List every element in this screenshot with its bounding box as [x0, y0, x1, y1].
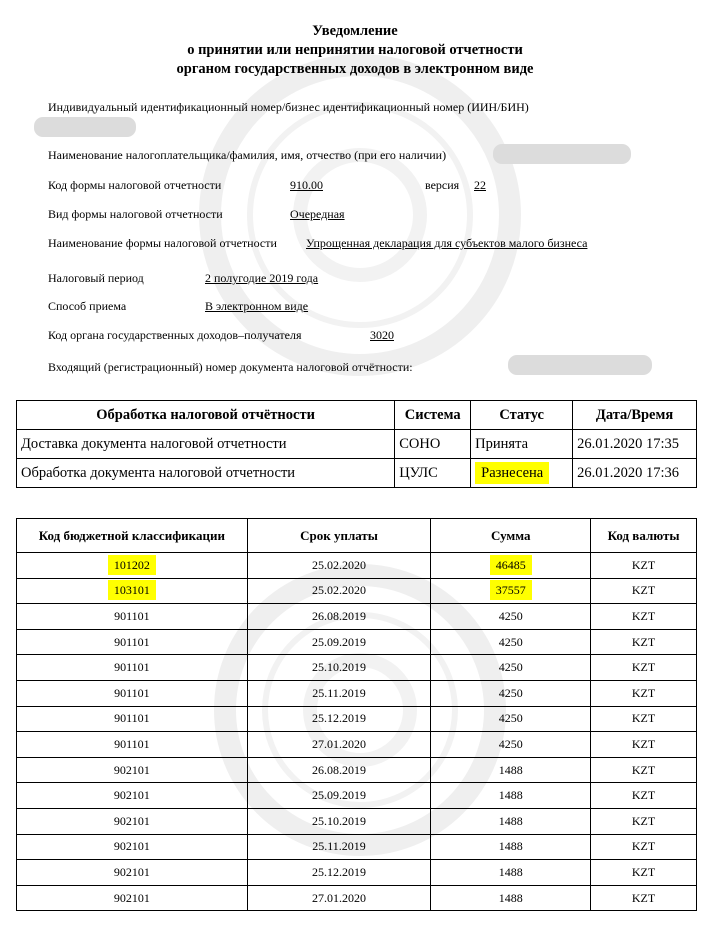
- table-cell: 901101: [17, 706, 248, 732]
- table-cell: [431, 553, 591, 579]
- table-cell: 4250: [431, 604, 591, 630]
- table-cell: KZT: [591, 706, 697, 732]
- highlighted-value: 37557: [490, 580, 532, 600]
- table-cell: KZT: [591, 629, 697, 655]
- table-cell: 4250: [431, 655, 591, 681]
- form-name-value: Упрощенная декларация для субъектов малого бизнеса: [306, 236, 588, 250]
- version-value: 22: [474, 178, 486, 192]
- iin-label: Индивидуальный идентификационный номер/бизнес идентификационный номер (ИИН/БИН): [48, 100, 529, 114]
- processing-cell: Доставка документа налоговой отчетности: [17, 430, 395, 459]
- table-row: [17, 706, 697, 732]
- period-label: Налоговый период: [48, 271, 144, 285]
- table-cell: 1488: [431, 834, 591, 860]
- processing-table: [16, 400, 697, 488]
- form-kind-value: Очередная: [290, 207, 345, 221]
- processing-cell: Принята: [471, 430, 573, 459]
- processing-row: [17, 459, 697, 488]
- table-cell: 26.08.2019: [247, 604, 431, 630]
- payments-header-cell: Сумма: [431, 519, 591, 553]
- table-row: [17, 553, 697, 579]
- highlighted-value: 46485: [490, 555, 532, 575]
- taxpayer-redaction: [493, 144, 631, 164]
- table-cell: 4250: [431, 629, 591, 655]
- table-cell: KZT: [591, 655, 697, 681]
- table-cell: 901101: [17, 629, 248, 655]
- table-cell: 25.11.2019: [247, 680, 431, 706]
- payments-table: [16, 518, 697, 911]
- table-cell: KZT: [591, 604, 697, 630]
- table-cell: KZT: [591, 860, 697, 886]
- processing-cell: [471, 459, 573, 488]
- table-cell: 27.01.2020: [247, 732, 431, 758]
- payments-header-cell: Срок уплаты: [247, 519, 431, 553]
- processing-cell: ЦУЛС: [395, 459, 471, 488]
- table-cell: 902101: [17, 757, 248, 783]
- table-row: [17, 604, 697, 630]
- table-cell: 4250: [431, 732, 591, 758]
- highlighted-value: 103101: [108, 580, 156, 600]
- processing-header-cell: Дата/Время: [573, 401, 697, 430]
- table-cell: 1488: [431, 885, 591, 911]
- version-label: версия: [425, 178, 460, 192]
- status-highlight: Разнесена: [475, 462, 549, 484]
- processing-header-cell: Система: [395, 401, 471, 430]
- doc-title: [0, 22, 710, 79]
- form-code-label: Код формы налоговой отчетности: [48, 178, 222, 192]
- table-cell: KZT: [591, 885, 697, 911]
- table-cell: KZT: [591, 757, 697, 783]
- table-cell: 1488: [431, 757, 591, 783]
- authority-label: Код органа государственных доходов–получателя: [48, 328, 302, 342]
- processing-cell: 26.01.2020 17:35: [573, 430, 697, 459]
- table-cell: [17, 578, 248, 604]
- table-row: [17, 732, 697, 758]
- table-row: [17, 578, 697, 604]
- form-name-label: Наименование формы налоговой отчетности: [48, 236, 277, 250]
- table-cell: KZT: [591, 834, 697, 860]
- table-cell: 25.10.2019: [247, 808, 431, 834]
- authority-value: 3020: [370, 328, 394, 342]
- payments-body: [17, 553, 697, 911]
- processing-cell: СОНО: [395, 430, 471, 459]
- table-cell: [431, 578, 591, 604]
- processing-cell: Обработка документа налоговой отчетности: [17, 459, 395, 488]
- table-cell: 1488: [431, 783, 591, 809]
- reg-number-redaction: [508, 355, 652, 375]
- table-row: [17, 885, 697, 911]
- table-row: [17, 655, 697, 681]
- table-cell: 1488: [431, 860, 591, 886]
- period-value: 2 полугодие 2019 года: [205, 271, 319, 285]
- reg-number-label: Входящий (регистрационный) номер документа налоговой отчётности:: [48, 360, 413, 374]
- table-cell: 25.12.2019: [247, 860, 431, 886]
- table-cell: 26.08.2019: [247, 757, 431, 783]
- table-cell: 902101: [17, 783, 248, 809]
- table-cell: 4250: [431, 706, 591, 732]
- form-kind-label: Вид формы налоговой отчетности: [48, 207, 223, 221]
- table-cell: 4250: [431, 680, 591, 706]
- processing-cell: 26.01.2020 17:36: [573, 459, 697, 488]
- title-line-2: о принятии или непринятии налоговой отчетности: [187, 42, 523, 58]
- form-code-value: 910.00: [290, 178, 323, 192]
- table-cell: KZT: [591, 732, 697, 758]
- processing-header-cell: Статус: [471, 401, 573, 430]
- table-row: [17, 808, 697, 834]
- method-value: В электронном виде: [205, 299, 309, 313]
- table-cell: 902101: [17, 834, 248, 860]
- table-cell: 902101: [17, 808, 248, 834]
- table-cell: KZT: [591, 808, 697, 834]
- table-cell: 902101: [17, 885, 248, 911]
- table-cell: KZT: [591, 783, 697, 809]
- table-cell: 25.11.2019: [247, 834, 431, 860]
- table-row: [17, 629, 697, 655]
- table-cell: KZT: [591, 578, 697, 604]
- table-row: [17, 757, 697, 783]
- table-cell: 1488: [431, 808, 591, 834]
- table-row: [17, 834, 697, 860]
- title-line-3: органом государственных доходов в электронном виде: [176, 61, 534, 77]
- table-cell: 25.10.2019: [247, 655, 431, 681]
- processing-row: [17, 430, 697, 459]
- highlighted-value: 101202: [108, 555, 156, 575]
- payments-header-row: [17, 519, 697, 553]
- table-cell: 27.01.2020: [247, 885, 431, 911]
- table-cell: 25.12.2019: [247, 706, 431, 732]
- processing-header-cell: Обработка налоговой отчётности: [17, 401, 395, 430]
- table-row: [17, 680, 697, 706]
- title-line-1: Уведомление: [312, 23, 398, 39]
- table-cell: 902101: [17, 860, 248, 886]
- payments-header-cell: Код валюты: [591, 519, 697, 553]
- table-cell: 25.02.2020: [247, 553, 431, 579]
- table-cell: 25.09.2019: [247, 783, 431, 809]
- table-cell: [17, 553, 248, 579]
- payments-header-cell: Код бюджетной классификации: [17, 519, 248, 553]
- table-cell: 901101: [17, 604, 248, 630]
- iin-redaction: [34, 117, 136, 137]
- table-cell: 25.02.2020: [247, 578, 431, 604]
- processing-header-row: [17, 401, 697, 430]
- table-cell: 901101: [17, 680, 248, 706]
- table-row: [17, 860, 697, 886]
- table-cell: 901101: [17, 655, 248, 681]
- table-row: [17, 783, 697, 809]
- taxpayer-label: Наименование налогоплательщика/фамилия, имя, отчество (при его наличии): [48, 148, 447, 162]
- table-cell: 25.09.2019: [247, 629, 431, 655]
- table-cell: KZT: [591, 680, 697, 706]
- table-cell: 901101: [17, 732, 248, 758]
- method-label: Способ приема: [48, 299, 127, 313]
- table-cell: KZT: [591, 553, 697, 579]
